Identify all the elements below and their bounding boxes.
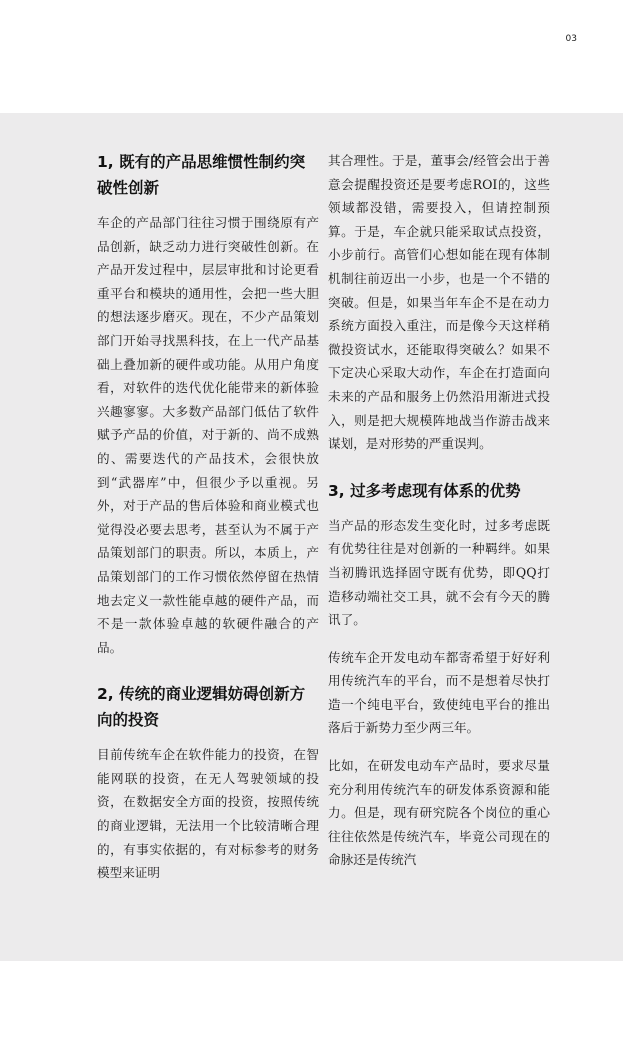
left-column: [97, 149, 319, 885]
right-column: [328, 149, 550, 872]
section-3-paragraph-2: 传统车企开发电动车都寄希望于好好利用传统汽车的平台，而不是想着尽快打造一个纯电平台，致使纯电平台的推出落后于新势力至少两三年。: [328, 649, 550, 736]
section-3-heading: 3, 过多考虑现有体系的优势: [328, 481, 521, 500]
section-2-paragraph-continued: 其合理性。于是，董事会/经管会出于善意会提醒投资还是要考虑ROI的，这些领域都没错，需要投入，但请控制预算。于是，车企就只能采取试点投资，小步前行。高管们心想如能在现有体制机制往前迈出一小步，也是一个不错的突破。但是，如果当年车企不是在动力系统方面投入重注，而是像今天这样稍微投资试水，还能取得突破么？如果不下定决心采取大动作，车企在打造面向未来的产品和服务上仍然沿用渐进式投入，则是把大规模阵地战当作游击战来谋划，是对形势的严重误判。: [328, 153, 550, 452]
section-2-heading: 2, 传统的商业逻辑妨碍创新方向的投资: [97, 685, 306, 730]
section-3-paragraph-3: 比如，在研发电动车产品时，要求尽量充分利用传统汽车的研发体系资源和能力。但是，现有研究院各个岗位的重心往往依然是传统汽车，毕竟公司现在的命脉还是传统汽: [328, 758, 550, 868]
section-1-heading: 1, 既有的产品思维惯性制约突破性创新: [97, 153, 306, 197]
section-1-paragraph: 车企的产品部门往往习惯于围绕原有产品创新，缺乏动力进行突破性创新。在产品开发过程中，层层审批和讨论更看重平台和模块的通用性，会把一些大胆的想法逐步磨灭。现在，不少产品策划部门开始寻找黑科技，在上一代产品基础上叠加新的硬件或功能。从用户角度看，对软件的迭代优化能带来的新体验兴趣寥寥。大多数产品部门低估了软件赋予产品的价值，对于新的、尚不成熟的、需要迭代的产品技术，会很快放到“武器库”中，但很少予以重视。另外，对于产品的售后体验和商业模式也觉得没必要去思考，甚至认为不属于产品策划部门的职责。所以，本质上，产品策划部门的工作习惯依然停留在热情地去定义一款性能卓越的硬件产品，而不是一款体验卓越的软硬件融合的产品。: [97, 215, 319, 655]
section-3-paragraph-1: 当产品的形态发生变化时，过多考虑既有优势往往是对创新的一种羁绊。如果当初腾讯选择固守既有优势，即QQ打造移动端社交工具，就不会有今天的腾讯了。: [328, 517, 550, 628]
section-2-paragraph: 目前传统车企在软件能力的投资，在智能网联的投资，在无人驾驶领域的投资，在数据安全方面的投资，按照传统的商业逻辑，无法用一个比较清晰合理的，有事实依据的，有对标参考的财务模型来证明: [97, 747, 319, 881]
page-number: 03: [565, 34, 577, 44]
